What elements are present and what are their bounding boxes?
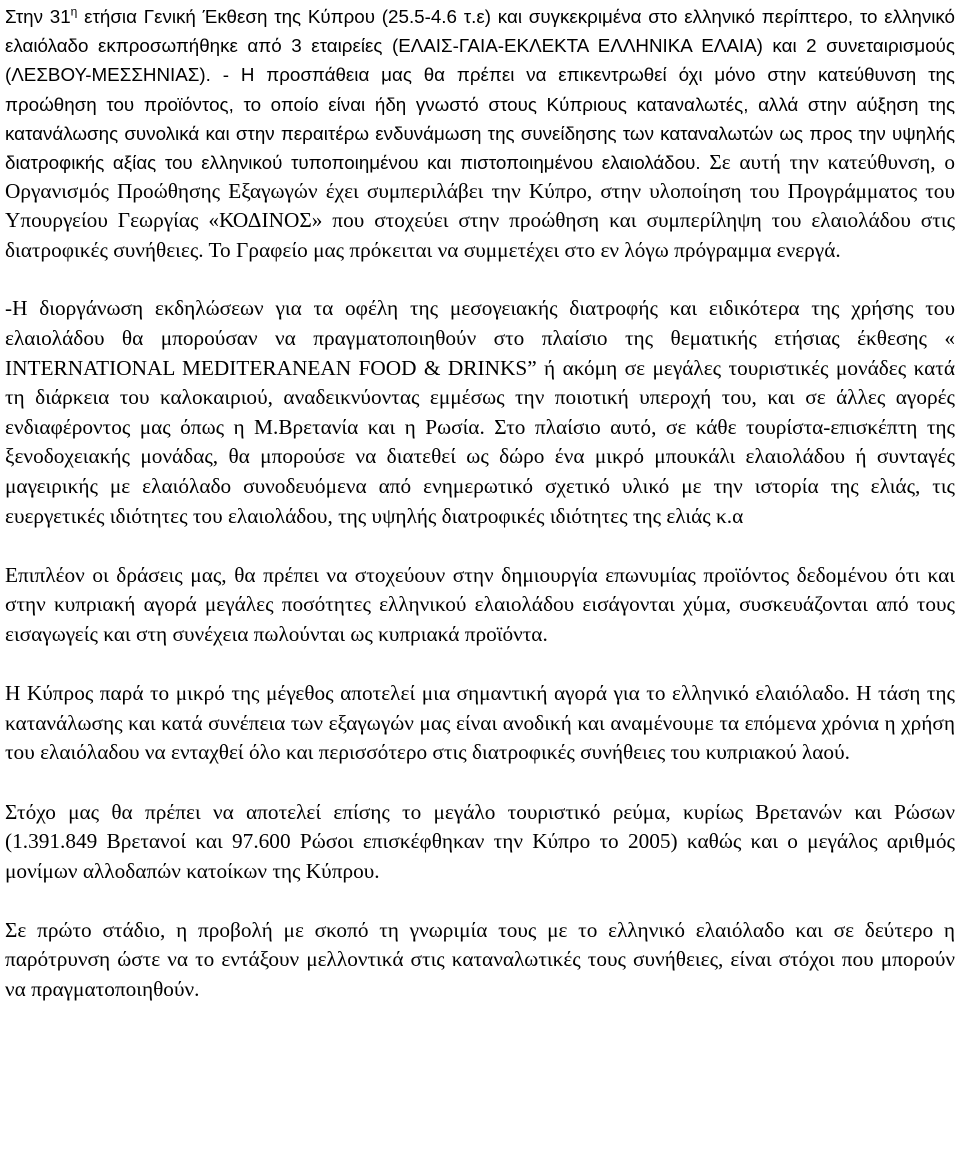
paragraph-1: [5, 2, 955, 265]
paragraph-gap: [5, 768, 955, 798]
paragraph-1-intro: Στην 31: [5, 6, 71, 27]
paragraph-gap: [5, 650, 955, 680]
paragraph-1-strategy: - Η προσπάθεια μας θα πρέπει να επικεντρωθεί όχι μόνο στην κατεύθυνση της προώθηση του προϊόντος, το οποίο είναι ήδη γνωστό στους Κύπριους καταναλωτές, αλλά στην αύξηση της κατανάλωσης συνολικά και στην περαιτέρω ενδυνάμωση της συνείδησης των καταναλωτών ως προς την υψηλής διατροφικής αξίας του ελληνικού τυποποιημένου και πιστοποιημένου ελαιολάδου.: [5, 64, 955, 174]
paragraph-1-exhibition: ετήσια Γενική Έκθεση της Κύπρου (25.5-4.6 τ.ε) και συγκεκριμένα στο ελληνικό περίπτερο, το ελληνικό ελαιόλαδο εκπροσωπήθηκε από 3 εταιρείες (ΕΛΑΙΣ-ΓΑΙΑ-ΕΚΛΕΚΤΑ ΕΛΛΗΝΙΚΑ ΕΛΑΙΑ) και 2 συνεταιρισμούς (ΛΕΣΒΟΥ-ΜΕΣΣΗΝΙΑΣ).: [5, 6, 955, 86]
paragraph-gap: [5, 886, 955, 916]
paragraph-gap: [5, 531, 955, 561]
paragraph-5: Στόχο μας θα πρέπει να αποτελεί επίσης το μεγάλο τουριστικό ρεύμα, κυρίως Βρετανών και Ρώσων (1.391.849 Βρετανοί και 97.600 Ρώσοι επισκέφθηκαν την Κύπρο το 2005) καθώς και ο μεγάλος αριθμός μονίμων αλλοδαπών κατοίκων της Κύπρου.: [5, 799, 955, 883]
paragraph-2: -Η διοργάνωση εκδηλώσεων για τα οφέλη της μεσογειακής διατροφής και ειδικότερα της χρήσης του ελαιολάδου θα μπορούσαν να πραγματοποιηθούν στο πλαίσιο της θεματικής ετήσιας έκθεσης « INTERNATIONAL MEDITERANEAN FOOD & DRINKS” ή ακόμη σε μεγάλες τουριστικές μονάδες κατά τη διάρκεια του καλοκαιριού, αναδεικνύοντας εμμέσως την ποιοτική υπεροχή του, και σε άλλες αγορές ενδιαφέροντος μας όπως η Μ.Βρετανία και η Ρωσία. Στο πλαίσιο αυτό, σε κάθε τουρίστα-επισκέπτη της ξενοδοχειακής μονάδας, θα μπορούσε να διατεθεί ως δώρο ένα μικρό μπουκάλι ελαιολάδου ή συνταγές μαγειρικής με ελαιόλαδο συνοδευόμενα από ενημερωτικό σχετικό υλικό με την ιστορία της ελιάς, τις ευεργετικές ιδιότητες του ελαιολάδου, της υψηλής διατροφικές ιδιότητες της ελιάς κ.α: [5, 296, 955, 528]
paragraph-1-programme: Σε αυτή την κατεύθυνση, ο Οργανισμός Προώθησης Εξαγωγών έχει συμπεριλάβει την Κύπρο, στην υλοποίηση του Προγράμματος του Υπουργείου Γεωργίας «ΚΟΔΙΝΟΣ» που στοχεύει στην προώθηση και συμπερίληψη του ελαιολάδου στις διατροφικές συνήθειες. Το Γραφείο μας πρόκειται να συμμετέχει στο εν λόγω πρόγραμμα ενεργά.: [5, 150, 955, 262]
paragraph-6: Σε πρώτο στάδιο, η προβολή με σκοπό τη γνωριμία τους με το ελληνικό ελαιόλαδο και σε δεύτερο η παρότρυνση ώστε να το εντάξουν μελλοντικά στις καταναλωτικές τους συνήθειες, είναι στόχοι που μπορούν να πραγματοποιηθούν.: [5, 917, 955, 1002]
paragraph-3: Επιπλέον οι δράσεις μας, θα πρέπει να στοχεύουν στην δημιουργία επωνυμίας προϊόντος δεδομένου ότι και στην κυπριακή αγορά μεγάλες ποσότητες ελληνικού ελαιολάδου εισάγονται χύμα, συσκευάζονται από τους εισαγωγείς και στη συνέχεια πωλούνται ως κυπριακά προϊόντα.: [5, 562, 955, 646]
paragraph-4: Η Κύπρος παρά το μικρό της μέγεθος αποτελεί μια σημαντική αγορά για το ελληνικό ελαιόλαδο. Η τάση της κατανάλωσης και κατά συνέπεια των εξαγωγών μας είναι ανοδική και αναμένουμε τα επόμενα χρόνια η χρήση του ελαιόλαδου να ενταχθεί όλο και περισσότερο στις διατροφικές συνήθειες του κυπριακού λαού.: [5, 681, 955, 765]
ordinal-superscript: η: [70, 4, 78, 19]
document-page: [5, 2, 955, 1005]
paragraph-gap: [5, 265, 955, 295]
